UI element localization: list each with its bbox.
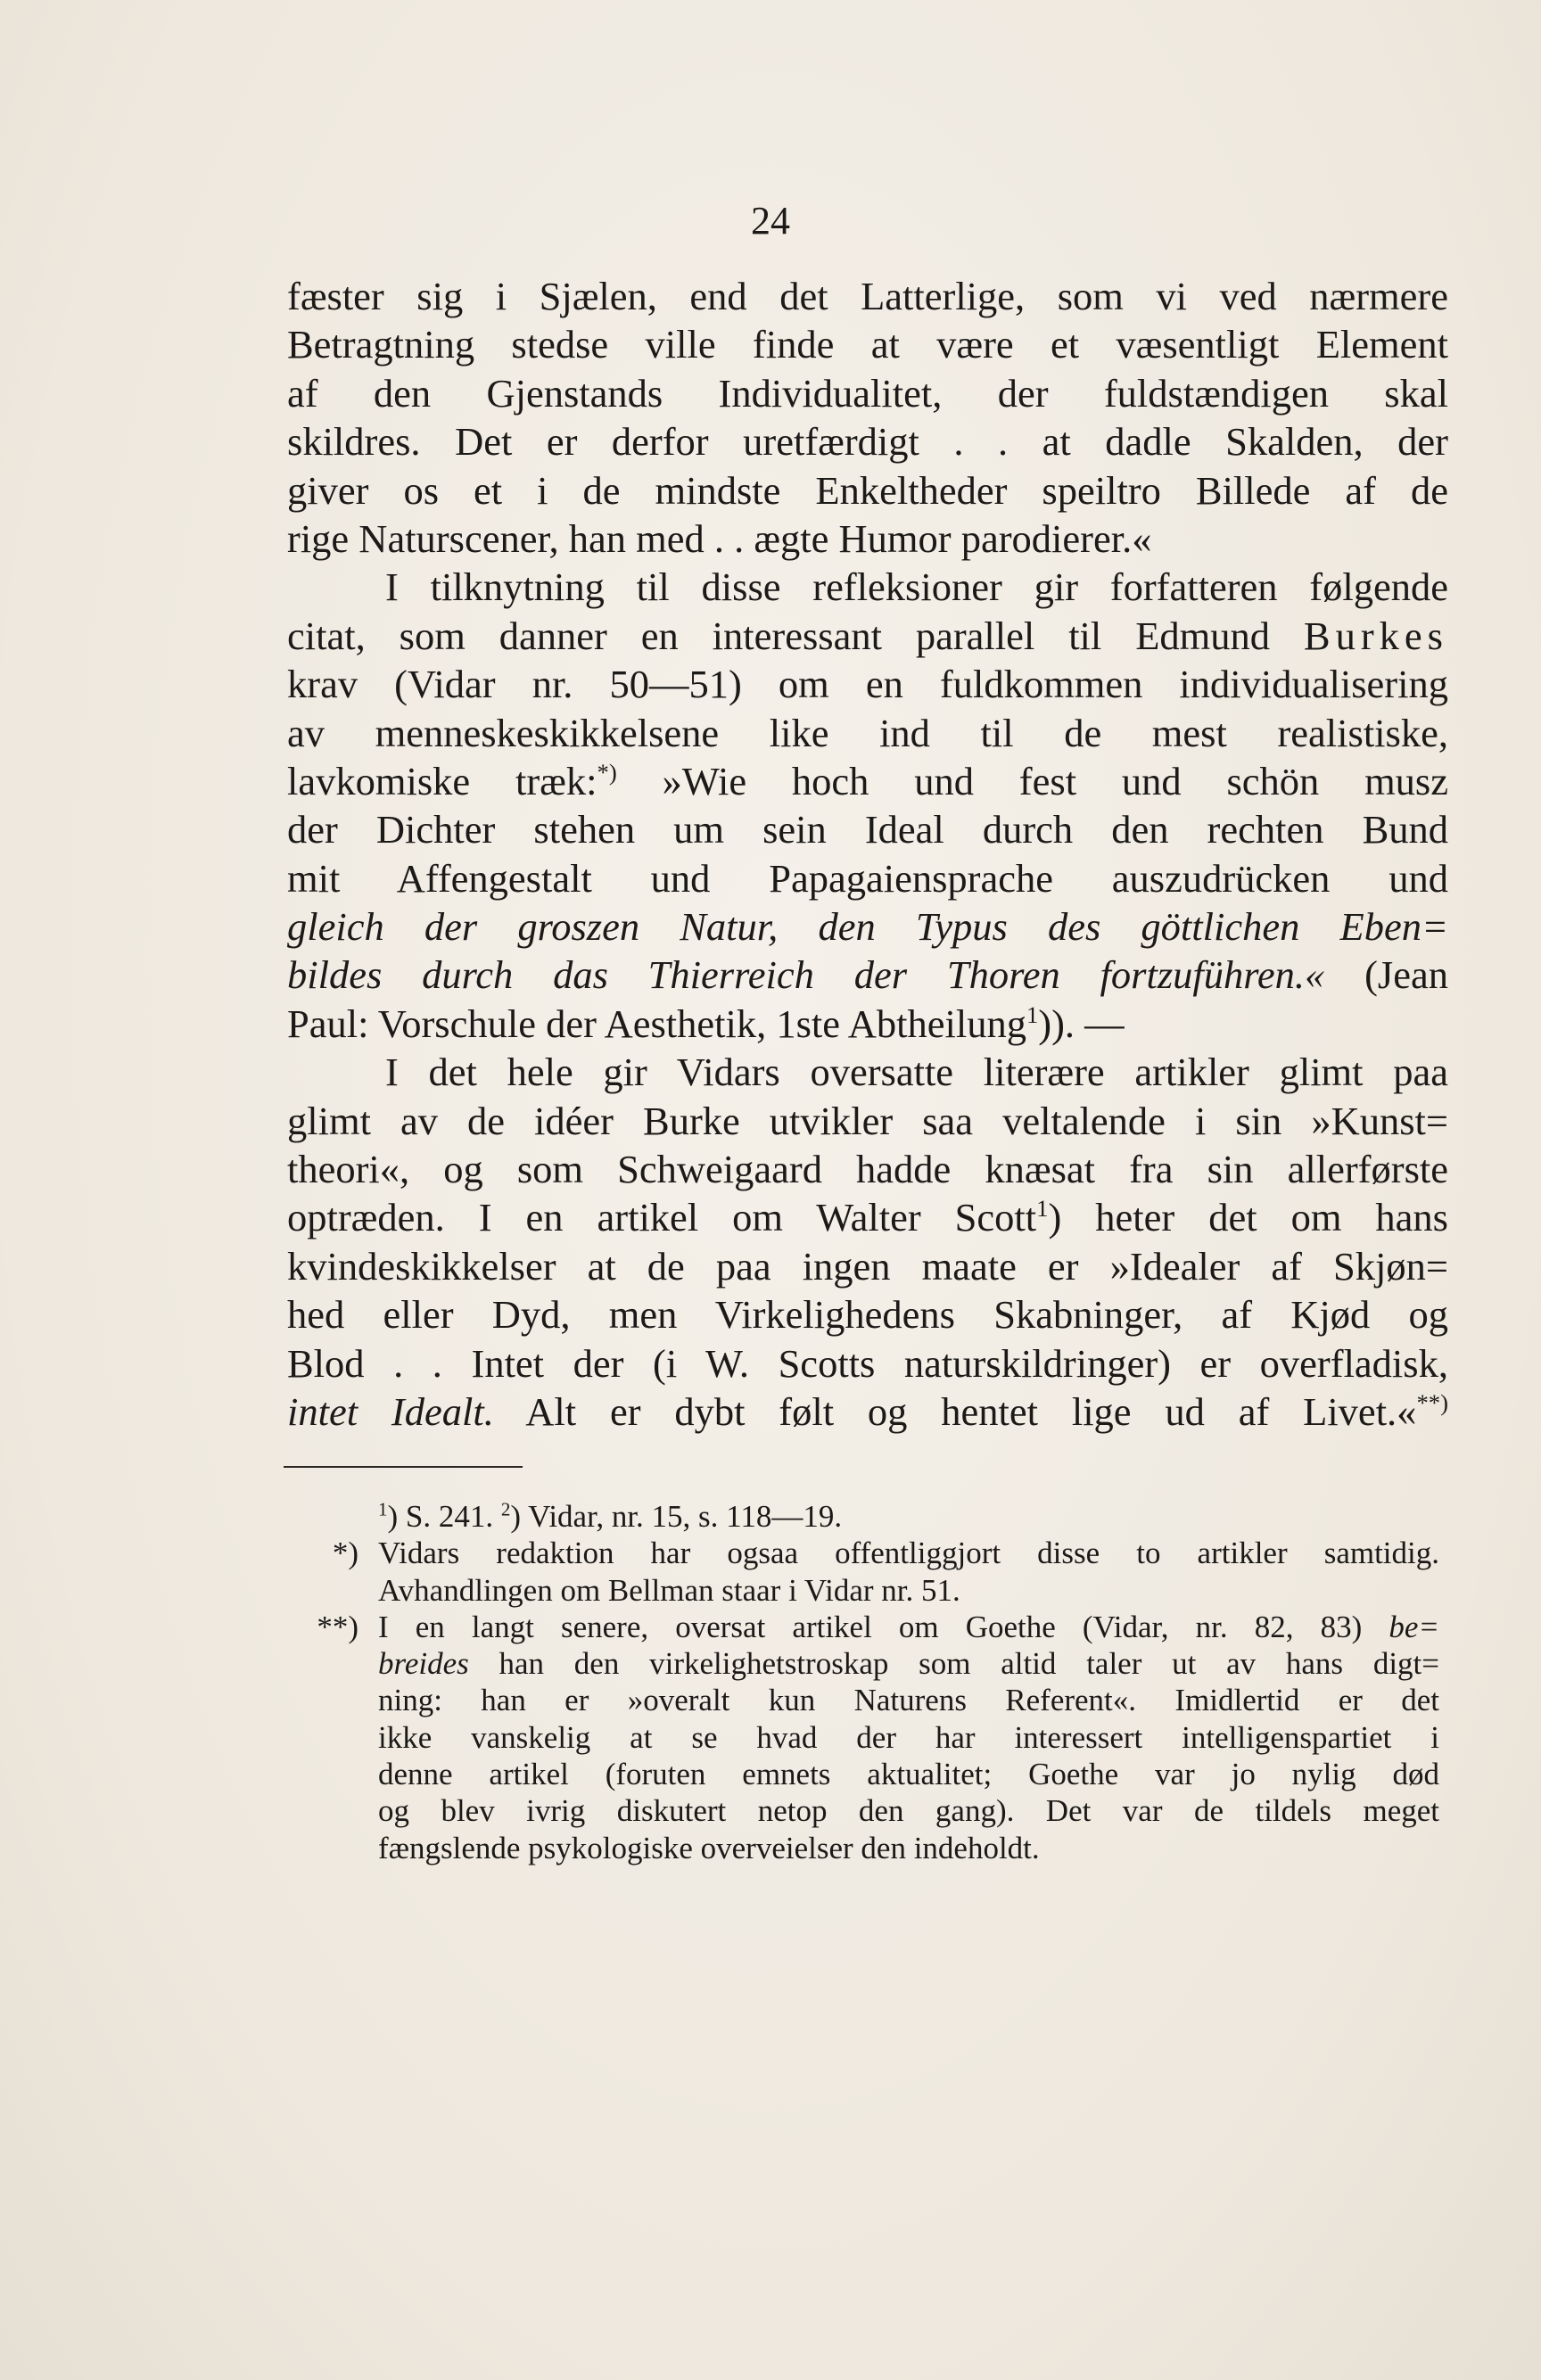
text-line: af den Gjenstands Individualitet, der fuldstændigen skal bbox=[287, 370, 1448, 416]
footnote-line: Vidars redaktion har ogsaa offentliggjort disse to artikler samtidig. bbox=[378, 1536, 1439, 1571]
footnote-line: ning: han er »overalt kun Naturens Referent«. Imidlertid er det bbox=[378, 1683, 1439, 1718]
text-segment: han den virkelighetstroskap som altid taler ut av hans digt= bbox=[468, 1646, 1439, 1682]
text-line: kvindeskikkelser at de paa ingen maate er »Idealer af Skjøn= bbox=[287, 1243, 1448, 1289]
footnote-1-2 bbox=[287, 1498, 1439, 1535]
text-line: der Dichter stehen um sein Ideal durch den rechten Bund bbox=[287, 807, 1448, 852]
footnote-mark: **) bbox=[317, 1609, 358, 1644]
footnote-line: fængslende psykologiske overveielser den indeholdt. bbox=[378, 1830, 1040, 1865]
text-line: av menneskeskikkelsene like ind til de mest realistiske, bbox=[287, 710, 1448, 755]
text-line: fæster sig i Sjælen, end det Latterlige, som vi ved nærmere bbox=[287, 274, 1448, 318]
text-line: giver os et i de mindste Enkeltheder speiltro Billede af de bbox=[287, 467, 1448, 513]
footnote-line bbox=[378, 1498, 1439, 1535]
text-line: Betragtning stedse ville finde at være et væsentligt Element bbox=[287, 322, 1448, 367]
text-line: Blod . . Intet der (i W. Scotts naturskildringer) er overfladisk, bbox=[287, 1340, 1448, 1386]
text-line bbox=[287, 1193, 1448, 1241]
footnote-double-star bbox=[287, 1609, 1439, 1866]
italic-segment: breides bbox=[378, 1646, 469, 1682]
footnotes bbox=[287, 1498, 1439, 1866]
text-segment: optræden. I en artikel om Walter Scott bbox=[287, 1195, 1037, 1240]
text-line bbox=[287, 757, 1448, 805]
text-line bbox=[287, 612, 1448, 660]
text-segment: )). — bbox=[1038, 1001, 1125, 1046]
footnote-mark: *) bbox=[332, 1536, 358, 1571]
text-line: skildres. Det er derfor uretfærdigt . . at dadle Skalden, der bbox=[287, 419, 1448, 465]
text-segment: ) Vidar, nr. 15, s. 118—19. bbox=[510, 1499, 843, 1534]
footnote-mark: 1 bbox=[378, 1498, 388, 1520]
text-line bbox=[287, 951, 1448, 999]
italic-segment: be= bbox=[1389, 1609, 1439, 1644]
footnote-line: ikke vanskelig at se hvad der har interessert intelligenspartiet i bbox=[378, 1719, 1439, 1755]
text-line bbox=[287, 1000, 1448, 1048]
footnote-ref: 1 bbox=[1036, 1195, 1049, 1223]
footnote-line: Avhandlingen om Bellman staar i Vidar nr. 51. bbox=[378, 1572, 960, 1608]
text-segment: Paul: Vorschule der Aesthetik, 1ste Abtheilung bbox=[287, 1001, 1026, 1046]
text-line: glimt av de idéer Burke utvikler saa veltalende i sin »Kunst= bbox=[287, 1098, 1448, 1143]
footnote-ref: 1 bbox=[1026, 1001, 1039, 1029]
footnote-star bbox=[287, 1535, 1439, 1609]
footnote-mark: 2 bbox=[500, 1498, 511, 1520]
footnote-line bbox=[378, 1609, 1439, 1645]
footnote-line: og blev ivrig diskutert netop den gang). Det var de tildels meget bbox=[378, 1793, 1439, 1829]
italic-segment: bildes durch das Thierreich der Thoren fortzuführen.« bbox=[287, 952, 1325, 998]
footnote-divider bbox=[284, 1466, 523, 1468]
text-line: hed eller Dyd, men Virkelighedens Skabninger, af Kjød og bbox=[287, 1292, 1448, 1338]
text-segment: ) heter det om hans bbox=[1048, 1195, 1448, 1240]
text-segment: I en langt senere, oversat artikel om Goethe (Vidar, nr. 82, 83) bbox=[378, 1609, 1389, 1644]
body-text bbox=[287, 272, 1448, 1436]
footnote-ref: **) bbox=[1416, 1389, 1449, 1417]
text-line: I tilknytning til disse refleksioner gir forfatteren følgende bbox=[385, 564, 1448, 610]
text-segment: citat, som danner en interessant parallel til Edmund bbox=[287, 613, 1304, 658]
footnote-line bbox=[378, 1645, 1439, 1682]
text-segment: Alt er dybt følt og hentet lige ud af Livet.« bbox=[493, 1388, 1417, 1434]
text-line: krav (Vidar nr. 50—51) om en fuldkommen individualisering bbox=[287, 662, 1448, 707]
text-segment: (Jean bbox=[1324, 952, 1449, 998]
text-line-italic: gleich der groszen Natur, den Typus des göttlichen Eben= bbox=[287, 904, 1448, 950]
text-segment: »Wie hoch und fest und schön musz bbox=[616, 758, 1449, 803]
footnote-line: denne artikel (foruten emnets aktualitet; Goethe var jo nylig død bbox=[378, 1757, 1439, 1792]
text-line: theori«, og som Schweigaard hadde knæsat fra sin allerførste bbox=[287, 1147, 1448, 1192]
text-line: rige Naturscener, han med . . ægte Humor parodierer.« bbox=[287, 515, 1152, 561]
text-line bbox=[287, 1388, 1448, 1436]
text-segment: ) S. 241. bbox=[387, 1499, 501, 1534]
italic-segment: intet Idealt. bbox=[287, 1388, 494, 1434]
spaced-name-burkes: Burkes bbox=[1303, 613, 1448, 658]
text-line: mit Affengestalt und Papagaiensprache auszudrücken und bbox=[287, 855, 1448, 901]
text-line: I det hele gir Vidars oversatte literære artikler glimt paa bbox=[385, 1050, 1448, 1095]
page-number: 24 bbox=[751, 199, 790, 243]
footnote-ref: *) bbox=[597, 759, 617, 786]
text-segment: lavkomiske træk: bbox=[287, 758, 597, 803]
